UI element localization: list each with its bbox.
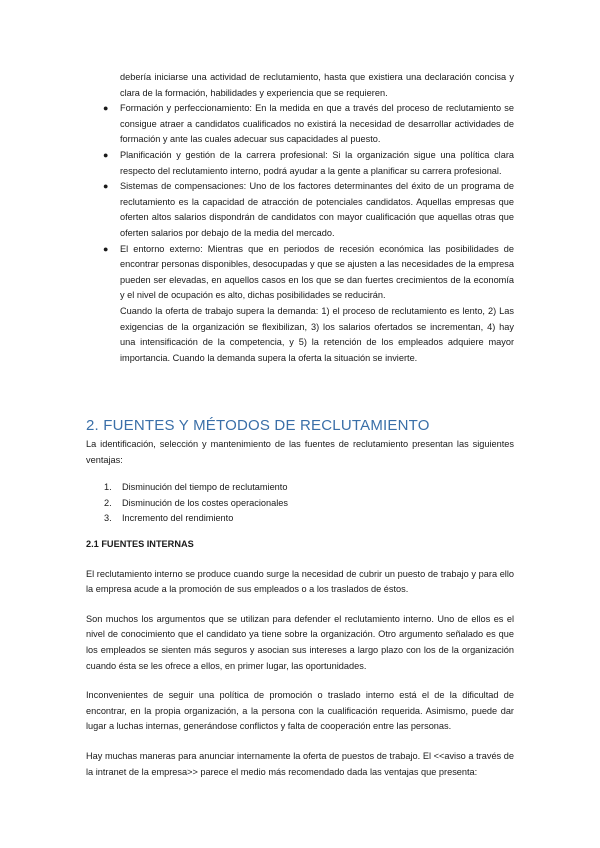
list-text: Incremento del rendimiento	[122, 513, 234, 524]
list-text: Disminución de los costes operacionales	[122, 497, 288, 508]
section-intro: La identificación, selección y mantenimiento de las fuentes de reclutamiento presentan las siguientes ventajas:	[86, 439, 514, 465]
list-text: Disminución del tiempo de reclutamiento	[122, 482, 288, 493]
list-item	[104, 496, 514, 512]
bullet-dot-icon: ●	[103, 181, 109, 192]
bullet-dot-icon: ●	[103, 243, 109, 254]
bullet-item	[103, 242, 514, 304]
list-number: 2.	[104, 497, 112, 508]
bullet-text: Sistemas de compensaciones: Uno de los factores determinantes del éxito de un programa de reclutamiento es la capacidad de atracción de potenciales candidatos. Aquellas empresas que oferten altos salarios dispondrán de candidatos con mayor cualificación que aquellas otras que oferten salarios por debajo de la media del mercado.	[120, 181, 514, 238]
subsection-heading: 2.1 FUENTES INTERNAS	[86, 538, 194, 549]
list-item	[104, 480, 514, 496]
paragraph: El reclutamiento interno se produce cuando surge la necesidad de cubrir un puesto de trabajo y para ello la empresa acude a la promoción de sus empleados o a los traslados de éstos.	[86, 568, 514, 595]
paragraph: Son muchos los argumentos que se utilizan para defender el reclutamiento interno. Uno de ellos es el nivel de conocimiento que el candidato ya tiene sobre la organización. Otro argumento señalado es que los empleados se sienten más seguros y asocian sus intereses a largo plazo con los de la organización cuando ésta se les ofrece a ellos, en primer lugar, las oportunidades.	[86, 613, 514, 671]
bullet-text: Formación y perfeccionamiento: En la medida en que a través del proceso de reclutamiento se consigue atraer a candidatos cualificados no existirá la necesidad de desarrollar actividades de formación y ante las cuales adecuar sus capacidades al puesto.	[120, 103, 514, 145]
bullet-dot-icon: ●	[103, 149, 109, 160]
section-heading: 2. FUENTES Y MÉTODOS DE RECLUTAMIENTO	[86, 417, 430, 434]
section-body	[86, 437, 514, 794]
bullet-item	[103, 101, 514, 148]
bullet-continuation-top: debería iniciarse una actividad de reclutamiento, hasta que existiera una declaración concisa y clara de la formación, habilidades y experiencia que se requieren.	[120, 72, 514, 98]
bullet-dot-icon: ●	[103, 103, 109, 114]
bullet-text: Planificación y gestión de la carrera profesional: Si la organización sigue una política clara respecto del reclutamiento interno, podrá ayudar a la gente a planificar su carrera profesional.	[120, 149, 514, 176]
bullet-item	[103, 148, 514, 179]
paragraph: Inconvenientes de seguir una política de promoción o traslado interno está el de la dificultad de encontrar, en la propia organización, a la persona con la cualificación requerida. Asimismo, puede dar lugar a luchas internas, generándose conflictos y falta de cooperación entre las personas.	[86, 690, 514, 732]
list-number: 1.	[104, 482, 112, 493]
list-number: 3.	[104, 513, 112, 524]
numbered-list	[104, 480, 514, 527]
bullet-list	[0, 70, 600, 366]
bullet-text: El entorno externo: Mientras que en periodos de recesión económica las posibilidades de encontrar personas disponibles, desocupadas y que se ajusten a las necesidades de la empresa pueden ser elevadas, en aquellos casos en los que se dan fuertes crecimientos de la economía y el nivel de ocupación es alto, dichas posibilidades se reducirán.	[120, 243, 514, 301]
bullet-item	[103, 179, 514, 241]
paragraph: Hay muchas maneras para anunciar internamente la oferta de puestos de trabajo. El <<aviso a través de la intranet de la empresa>> parece el medio más recomendado dada las ventajas que presenta:	[86, 750, 514, 777]
list-item	[104, 511, 514, 527]
bullet-continuation: Cuando la oferta de trabajo supera la demanda: 1) el proceso de reclutamiento es lento, 2) Las exigencias de la organización se flexibilizan, 3) los salarios ofertados se incrementan, 4) hay una intensificación de la competencia, y 5) la retención de los empleados adquiere mayor importancia. Cuando la demanda supera la oferta la situación se invierte.	[120, 305, 514, 363]
